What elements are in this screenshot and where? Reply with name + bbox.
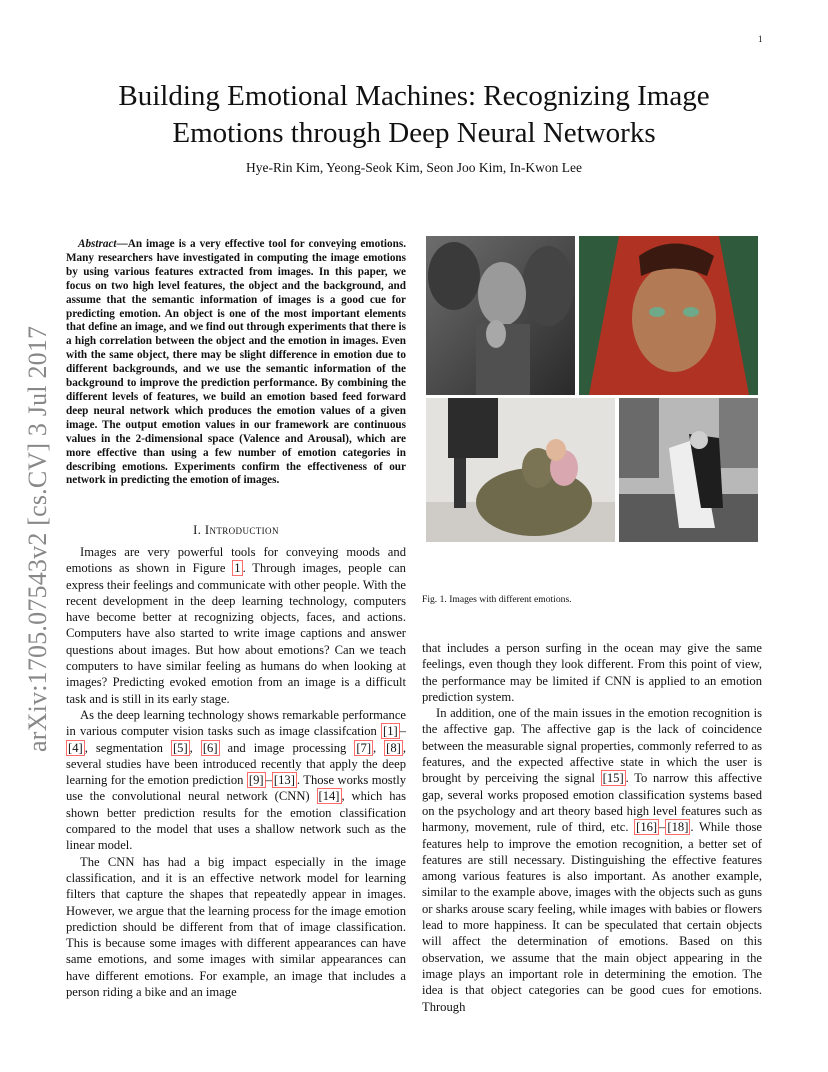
- text-span: . To narrow this affective gap, several works proposed emotion classification systems based on the psychology and art theory based high level features such as harmony, movement, rule of third, etc.: [422, 771, 762, 835]
- photo-mother-with-children: [426, 236, 575, 395]
- text-span: and image processing: [219, 740, 355, 755]
- photo-times-square-kiss: [619, 398, 758, 542]
- photo-girl-red-shawl: [579, 236, 758, 395]
- figure-1-caption: Fig. 1. Images with different emotions.: [422, 594, 572, 605]
- text-span: As the deep learning technology shows remarkable performance in various computer vision tasks such as image classifcation: [66, 707, 406, 739]
- abstract-lead: Abstract: [78, 238, 117, 250]
- text-span: , several studies have been introduced recently that apply the deep learning for the emotion prediction: [66, 740, 407, 788]
- text-span: , which has shown better prediction results for the emotion classification compared to the model that uses a shallow network such as the linear model.: [66, 789, 407, 853]
- figure-ref-link[interactable]: 1: [234, 561, 241, 576]
- citation-link[interactable]: [8]: [386, 740, 401, 755]
- text-span: ,: [373, 740, 385, 755]
- citation-link[interactable]: [5]: [172, 740, 188, 755]
- abstract-text: —An image is a very effective tool for conveying emotions. Many researchers have investigated in computing the image emotions by using various features extracted from images. In this paper, we focus on two high level features, the object and the background, and assume that the semantic information of images is a good cue for predicting emotion. An object is one of the most important elements that define an image, and we find out through experiments that there is a high correlation between the object and the emotion in images. Even with the same object, there may be slight difference in emotion due to different backgrounds, and we use the semantic information of the background to improve the prediction performance. By combining the different levels of features, we build an emotion based feed forward deep neural network which produces the emotion values of a given image. The output emotion values in our framework are continuous values in the 2-dimensional space (Valence and Arousal), which are more effective than using a few number of emotion categories in describing emotions. Experiments confirm the effectiveness of our network in predicting the emotion of images.: [66, 238, 406, 487]
- citation-link[interactable]: [16]: [636, 820, 658, 835]
- citation-link[interactable]: [7]: [356, 740, 372, 755]
- intro-paragraph-3: The CNN has had a big impact especially in the image classification, and it is an effective network model for learning filters that capture the shapes that repeatedly appear in images. However, we argue that the learning process for the image emotion prediction should be different from that of image classification. This is because some images with different appearances can have same emotions, and some images with similar appearances can have different emotions. For example, an image that includes a person riding a bike and an image: [66, 854, 406, 1000]
- page-number: 1: [758, 34, 763, 44]
- abstract: [66, 238, 406, 488]
- text-span: . Through images, people can express their feelings and communicate with other people. With the recent development in the deep learning technology, computers have become better at recognizing objects, faces, and actions. Computers have also started to write image captions and answer questions about images. But how about emotions? Can we teach computers to have similar feeling as humans do when looking at images? Predicting evoked emotion from an image is a difficult task and is still in its early stage.: [66, 561, 406, 706]
- intro-paragraph-2: [66, 707, 406, 854]
- text-span: Images are very powerful tools for conveying moods and emotions as shown in Figure: [66, 545, 406, 576]
- paper-title: [60, 78, 768, 152]
- intro-paragraph-4: that includes a person surfing in the ocean may give the same feelings, even though they look different. From this point of view, the performance may be limited if CNN is applied to an emotion prediction system.: [422, 641, 762, 704]
- arxiv-identifier-stamp: arXiv:1705.07543v2 [cs.CV] 3 Jul 2017: [23, 325, 52, 752]
- photo-soldier-hugging-child: [426, 398, 615, 542]
- text-span: –: [265, 773, 272, 788]
- intro-paragraph-5: [422, 705, 762, 1015]
- section-heading-introduction: [66, 523, 406, 538]
- citation-link[interactable]: [14]: [318, 789, 340, 804]
- section-number: I.: [193, 523, 202, 537]
- text-span: ,: [189, 740, 201, 755]
- section-name: Introduction: [204, 523, 279, 537]
- text-span: , segmentation: [84, 740, 171, 755]
- citation-link[interactable]: [18]: [667, 820, 689, 835]
- citation-link[interactable]: [4]: [68, 740, 83, 755]
- title-line-2: Emotions through Deep Neural Networks: [172, 117, 656, 149]
- figure-1-photo-grid: [426, 236, 758, 542]
- text-span: . Those works mostly use the convolutional neural network (CNN): [66, 773, 407, 804]
- text-span: . While those features help to improve the emotion recognition, a better set of features are still necessary. Distinguishing the effective features among various features is also important. As another example, similar to the example above, images with the objects such as guns or sharks arouse scary feeling, while images with babies or flowers lead to more happiness. It can be speculated that certain objects will affect the determination of emotions. Based on this observation, we assume that the main object appearing in the image plays an important role in determining the emotion. The idea is that object categories can be good cues for emotions. Through: [422, 820, 762, 1014]
- intro-paragraph-1: [66, 544, 406, 707]
- citation-link[interactable]: [13]: [273, 773, 295, 788]
- citation-link[interactable]: [9]: [248, 773, 264, 788]
- citation-link[interactable]: [6]: [202, 740, 218, 755]
- citation-link[interactable]: [1]: [383, 724, 398, 739]
- citation-link[interactable]: [15]: [602, 771, 624, 786]
- text-span: –: [659, 820, 666, 835]
- title-line-1: Building Emotional Machines: Recognizing Image: [118, 80, 710, 112]
- author-list: Hye-Rin Kim, Yeong-Seok Kim, Seon Joo Kim, In-Kwon Lee: [246, 160, 582, 175]
- text-span: In addition, one of the main issues in the emotion recognition is the affective gap. The affective gap is the lack of coincidence between the measurable signal properties, commonly referred to as features, and the expected affective state in which the user is brought by perceiving the signal: [422, 706, 762, 786]
- right-column-body: [422, 640, 762, 1015]
- left-column-body: [66, 544, 406, 1000]
- text-span: –: [399, 724, 406, 739]
